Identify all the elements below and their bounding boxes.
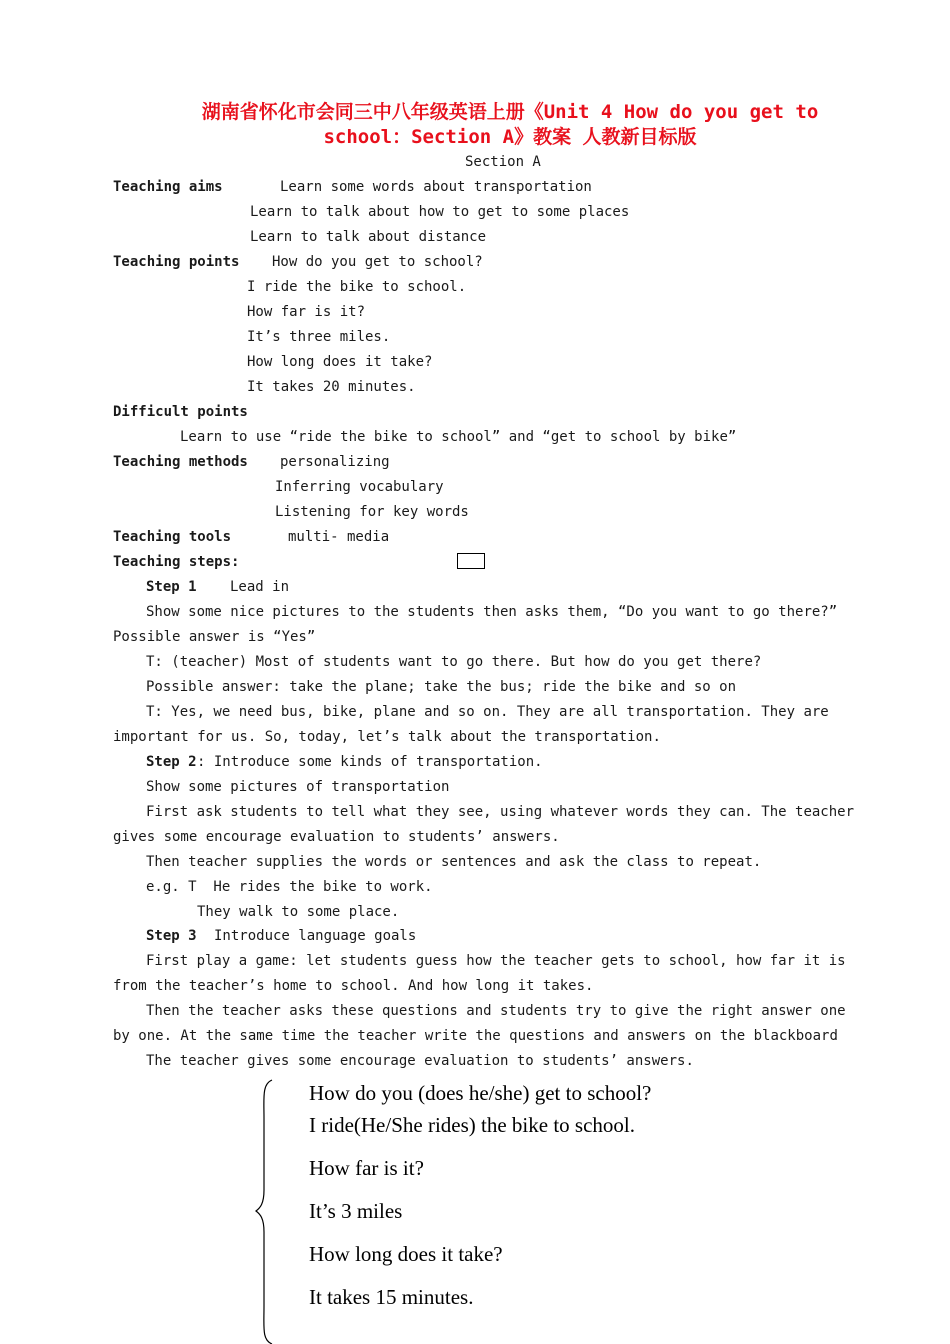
step-3-label: Step 3 bbox=[146, 928, 197, 944]
document-title-line-1: 湖南省怀化市会同三中八年级英语上册《Unit 4 How do you get to bbox=[201, 101, 819, 123]
paragraph-line: Show some pictures of transportation bbox=[146, 779, 450, 795]
paragraph-line: e.g. T He rides the bike to work. bbox=[146, 879, 433, 895]
step-1-title: Lead in bbox=[230, 579, 290, 595]
points-item: I ride the bike to school. bbox=[247, 279, 467, 295]
methods-item: Inferring vocabulary bbox=[275, 479, 444, 495]
methods-item: personalizing bbox=[280, 454, 390, 470]
paragraph-line: T: (teacher) Most of students want to go there. But how do you get there? bbox=[146, 654, 762, 670]
paragraph-line: First ask students to tell what they see, using whatever words they can. The teacher bbox=[146, 804, 855, 820]
board-sentence: How long does it take? bbox=[309, 1242, 503, 1266]
difficult-points-text: Learn to use “ride the bike to school” and “get to school by bike” bbox=[180, 429, 737, 445]
points-item: How long does it take? bbox=[247, 354, 433, 370]
paragraph-line: Possible answer is “Yes” bbox=[113, 629, 316, 645]
board-sentence: I ride(He/She rides) the bike to school. bbox=[309, 1113, 635, 1137]
paragraph-line: from the teacher’s home to school. And how long it takes. bbox=[113, 978, 594, 994]
paragraph-line: Then the teacher asks these questions and students try to give the right answer one bbox=[146, 1003, 846, 1019]
paragraph-line: by one. At the same time the teacher write the questions and answers on the blackboard bbox=[113, 1028, 838, 1044]
board-sentence: It’s 3 miles bbox=[309, 1199, 403, 1223]
board-sentence: How do you (does he/she) get to school? bbox=[309, 1081, 652, 1105]
aims-item: Learn some words about transportation bbox=[280, 179, 592, 195]
curly-brace-icon bbox=[254, 1078, 276, 1344]
paragraph-line: Possible answer: take the plane; take the bus; ride the bike and so on bbox=[146, 679, 737, 695]
empty-box bbox=[457, 553, 485, 569]
step-3-title: Introduce language goals bbox=[214, 928, 417, 944]
paragraph-line: First play a game: let students guess how the teacher gets to school, how far it is bbox=[146, 953, 846, 969]
teaching-tools-label: Teaching tools bbox=[113, 529, 232, 545]
section-subtitle: Section A bbox=[465, 154, 541, 170]
difficult-points-label: Difficult points bbox=[113, 404, 248, 420]
paragraph-line: Then teacher supplies the words or sentences and ask the class to repeat. bbox=[146, 854, 762, 870]
document-title-line-2: school：Section A》教案 人教新目标版 bbox=[323, 126, 697, 148]
step-2-label: Step 2 bbox=[146, 754, 197, 770]
methods-item: Listening for key words bbox=[275, 504, 469, 520]
step-2-title: : Introduce some kinds of transportation. bbox=[197, 754, 543, 770]
teaching-steps-label: Teaching steps: bbox=[113, 554, 240, 570]
points-item: It takes 20 minutes. bbox=[247, 379, 416, 395]
teaching-tools-value: multi- media bbox=[288, 529, 390, 545]
paragraph-line: Show some nice pictures to the students then asks them, “Do you want to go there?” bbox=[146, 604, 838, 620]
paragraph-line: The teacher gives some encourage evaluation to students’ answers. bbox=[146, 1053, 694, 1069]
teaching-points-label: Teaching points bbox=[113, 254, 240, 270]
paragraph-line: They walk to some place. bbox=[197, 904, 400, 920]
points-item: How do you get to school? bbox=[272, 254, 483, 270]
points-item: It’s three miles. bbox=[247, 329, 391, 345]
paragraph-line: gives some encourage evaluation to students’ answers. bbox=[113, 829, 560, 845]
step-1-label: Step 1 bbox=[146, 579, 197, 595]
paragraph-line: important for us. So, today, let’s talk about the transportation. bbox=[113, 729, 661, 745]
board-sentence: It takes 15 minutes. bbox=[309, 1285, 474, 1309]
teaching-methods-label: Teaching methods bbox=[113, 454, 248, 470]
board-sentence: How far is it? bbox=[309, 1156, 424, 1180]
teaching-aims-label: Teaching aims bbox=[113, 179, 223, 195]
paragraph-line: T: Yes, we need bus, bike, plane and so on. They are all transportation. They are bbox=[146, 704, 829, 720]
aims-item: Learn to talk about distance bbox=[250, 229, 487, 245]
points-item: How far is it? bbox=[247, 304, 366, 320]
aims-item: Learn to talk about how to get to some places bbox=[250, 204, 630, 220]
